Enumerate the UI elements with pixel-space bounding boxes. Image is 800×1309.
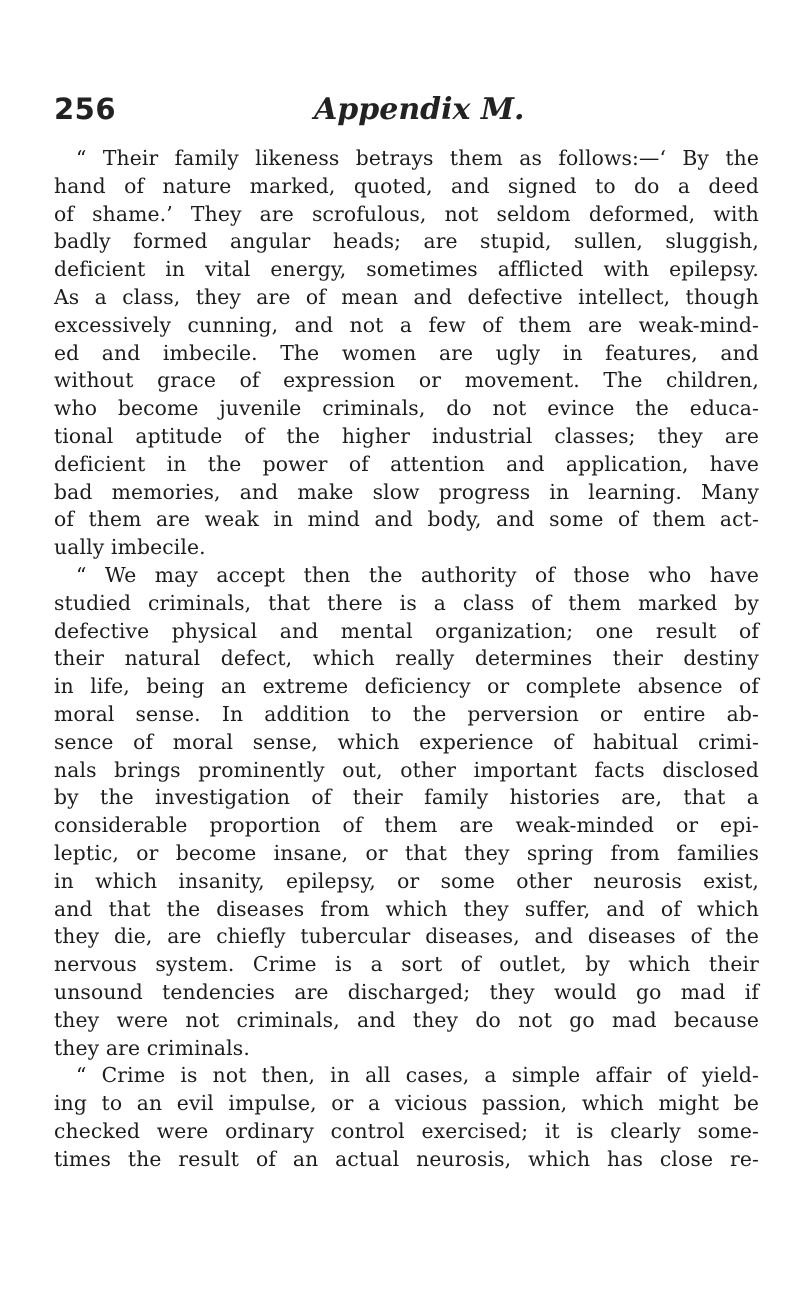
text-line: tional aptitude of the higher industrial classes; they are [54, 423, 759, 448]
text-line: of them are weak in mind and body, and some of them act- [54, 507, 759, 532]
text-line: in which insanity, epilepsy, or some other neurosis exist, [54, 868, 759, 893]
text-line: badly formed angular heads; are stupid, sullen, sluggish, [54, 229, 759, 254]
text-line: hand of nature marked, quoted, and signed to do a deed [54, 173, 759, 198]
running-head-title: Appendix M. [314, 92, 525, 127]
text-line: and that the diseases from which they suffer, and of which [54, 896, 759, 921]
text-line: defective physical and mental organization; one result of [54, 618, 759, 643]
text-line: nals brings prominently out, other important facts disclosed [54, 757, 759, 782]
text-line: ing to an evil impulse, or a vicious passion, which might be [54, 1091, 759, 1116]
text-line: they were not criminals, and they do not go mad because [54, 1007, 759, 1032]
text-line: nervous system. Crime is a sort of outlet, by which their [54, 952, 759, 977]
text-line: times the result of an actual neurosis, which has close re- [54, 1146, 759, 1171]
text-line: by the investigation of their family histories are, that a [54, 785, 759, 810]
running-head [54, 92, 754, 132]
page-number: 256 [54, 92, 117, 126]
text-line: studied criminals, that there is a class of them marked by [54, 590, 759, 615]
text-line: unsound tendencies are discharged; they would go mad if [54, 979, 759, 1004]
text-line: who become juvenile criminals, do not evince the educa- [54, 396, 759, 421]
text-line: deficient in vital energy, sometimes afflicted with epilepsy. [54, 257, 759, 282]
body-text [54, 145, 759, 1173]
text-line: deficient in the power of attention and application, have [54, 451, 759, 476]
text-line: bad memories, and make slow progress in learning. Many [54, 479, 759, 504]
text-line: excessively cunning, and not a few of them are weak-mind- [54, 312, 759, 337]
text-line: ed and imbecile. The women are ugly in features, and [54, 340, 759, 365]
text-line: As a class, they are of mean and defective intellect, though [54, 284, 759, 309]
text-line: ually imbecile. [54, 535, 206, 560]
text-line: without grace of expression or movement. The children, [54, 368, 759, 393]
text-line: they are criminals. [54, 1035, 250, 1060]
text-line: they die, are chiefly tubercular diseases, and diseases of the [54, 924, 759, 949]
text-line: leptic, or become insane, or that they spring from families [54, 840, 759, 865]
text-line: their natural defect, which really determines their destiny [54, 646, 759, 671]
text-line: in life, being an extreme deficiency or complete absence of [54, 674, 759, 699]
text-line: “ Their family likeness betrays them as follows:—‘ By the [76, 146, 759, 170]
text-line: considerable proportion of them are weak-minded or epi- [54, 813, 759, 838]
text-line: “ We may accept then the authority of those who have [76, 562, 759, 587]
text-line: sence of moral sense, which experience of habitual crimi- [54, 729, 759, 754]
text-line: checked were ordinary control exercised; it is clearly some- [54, 1118, 759, 1143]
text-line: of shame.’ They are scrofulous, not seldom deformed, with [54, 201, 759, 226]
text-line: “ Crime is not then, in all cases, a simple affair of yield- [76, 1063, 759, 1088]
text-line: moral sense. In addition to the perversion or entire ab- [54, 701, 759, 726]
